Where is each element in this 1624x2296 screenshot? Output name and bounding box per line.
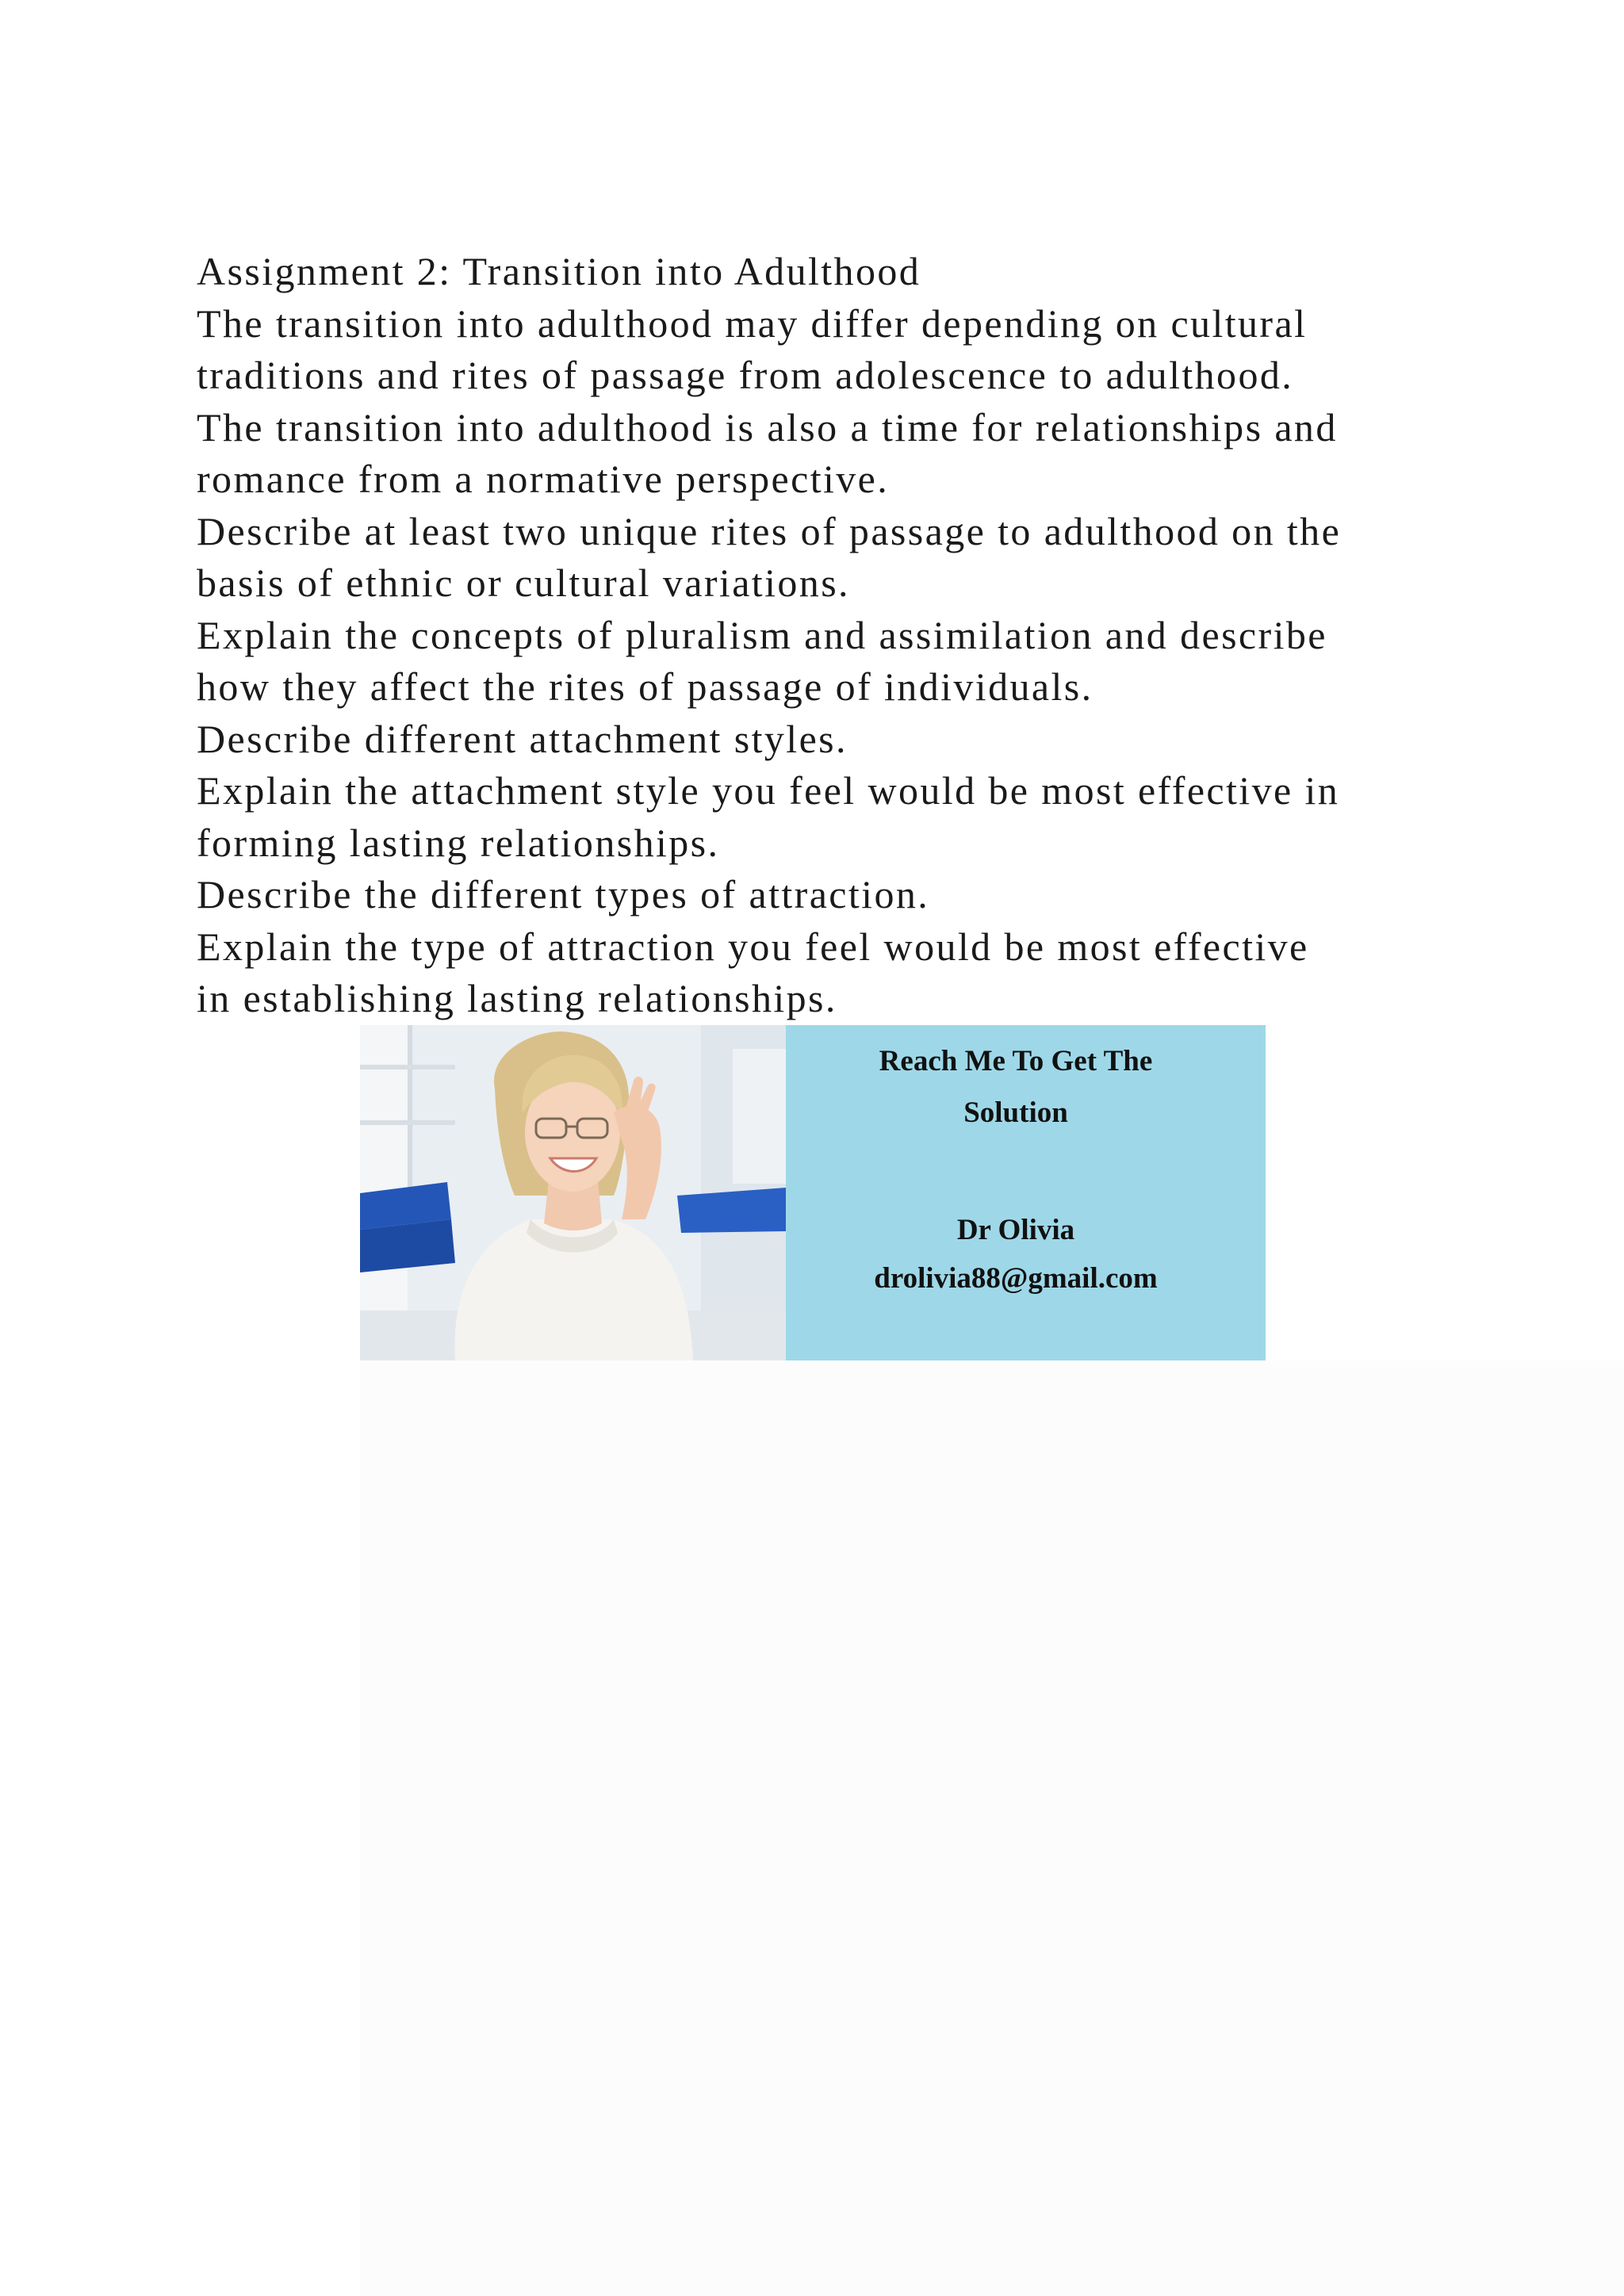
text-line: in establishing lasting relationships. [197, 976, 837, 1020]
text-line: Describe at least two unique rites of passage to adulthood on the [197, 508, 1342, 553]
contact-name: Dr Olivia [956, 1214, 1075, 1246]
assignment-title: Assignment 2: Transition into Adulthood [197, 249, 921, 293]
banner-heading-line-1: Reach Me To Get The [879, 1045, 1153, 1077]
text-line: forming lasting relationships. [197, 820, 720, 865]
text-line: basis of ethnic or cultural variations. [197, 561, 850, 605]
text-line: Explain the concepts of pluralism and assimilation and describe [197, 612, 1327, 657]
contact-panel [786, 1025, 1266, 1360]
banner-heading-line-2: Solution [963, 1096, 1068, 1129]
contact-email: drolivia88@gmail.com [874, 1262, 1158, 1295]
text-line: Explain the type of attraction you feel would be most effective [197, 924, 1309, 969]
text-line: The transition into adulthood may differ depending on cultural [197, 300, 1308, 346]
page-background-block [360, 1360, 1624, 2296]
woman-photo [360, 1025, 786, 1360]
text-line: Describe different attachment styles. [197, 716, 848, 761]
text-line: traditions and rites of passage from adolescence to adulthood. [197, 353, 1294, 397]
text-line: romance from a normative perspective. [197, 457, 890, 501]
contact-banner [360, 1025, 1266, 1360]
assignment-text [197, 246, 1497, 1025]
text-line: Describe the different types of attraction. [197, 872, 930, 916]
text-line: Explain the attachment style you feel would be most effective in [197, 768, 1340, 813]
text-line: The transition into adulthood is also a time for relationships and [197, 404, 1338, 450]
text-line: how they affect the rites of passage of individuals. [197, 664, 1094, 709]
